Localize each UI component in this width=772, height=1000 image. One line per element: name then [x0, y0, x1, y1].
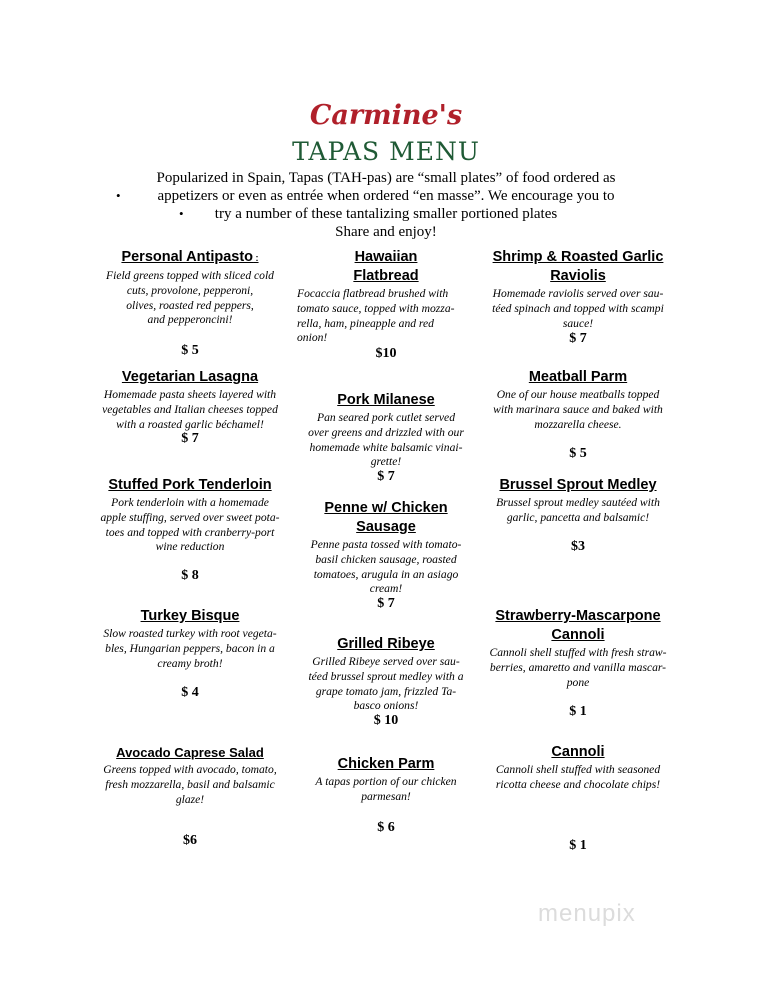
item-name: Chicken Parm — [337, 756, 435, 772]
menu-item — [483, 476, 673, 526]
bullet-icon: • — [116, 188, 121, 203]
item-name: Hawaiian Flatbread — [353, 249, 419, 284]
item-price: $ 6 — [377, 820, 395, 835]
item-name: Brussel Sprout Medley — [499, 477, 657, 493]
item-name: Meatball Parm — [528, 369, 628, 385]
item-price: $ 1 — [569, 838, 587, 853]
item-price: $ 7 — [377, 469, 395, 484]
item-description: A tapas portion of our chicken parmesan! — [315, 775, 457, 803]
item-description: Focaccia flatbread brushed with tomato sauce, topped with mozza- rella, ham, pineapple and red onion! — [297, 287, 455, 345]
bullet-icon: • — [179, 206, 184, 221]
item-name: Cannoli — [551, 744, 605, 760]
item-name: Turkey Bisque — [140, 608, 240, 624]
item-description: Greens topped with avocado, tomato, fresh mozzarella, basil and balsamic glaze! — [103, 763, 277, 806]
item-price: $ 10 — [373, 713, 399, 728]
menu-item — [95, 476, 285, 555]
restaurant-name: Carmine's — [309, 100, 463, 131]
item-price: $ 5 — [181, 343, 199, 358]
item-description: Slow roasted turkey with root vegeta- bles, Hungarian peppers, bacon in a creamy broth! — [103, 627, 277, 670]
item-name: Pork Milanese — [337, 392, 435, 408]
menu-item — [483, 368, 673, 432]
item-name: Stuffed Pork Tenderloin — [108, 477, 272, 493]
menu-item — [291, 248, 481, 346]
menu-item — [95, 368, 285, 432]
intro-text — [0, 169, 772, 241]
menu-item — [95, 248, 285, 328]
intro-line: • appetizers or even as entrée when ordered “en masse”. We encourage you to — [116, 188, 615, 204]
menu-item — [291, 499, 481, 597]
item-description: Grilled Ribeye served over sau- téed brussel sprout medley with a grape tomato jam, frizzled Ta- basco onions! — [308, 655, 464, 713]
menu-item — [95, 607, 285, 671]
menu-item — [483, 607, 673, 690]
intro-line: • try a number of these tantalizing smaller portioned plates — [179, 206, 558, 222]
menu-item — [291, 391, 481, 470]
watermark-logo: menupix — [538, 900, 636, 927]
item-price: $ 7 — [377, 596, 395, 611]
item-description: Homemade pasta sheets layered with vegetables and Italian cheeses topped with a roasted garlic béchamel! — [102, 388, 278, 431]
item-price: $ 5 — [569, 446, 587, 461]
item-description: Penne pasta tossed with tomato- basil chicken sausage, roasted tomatoes, arugula in an asiago cream! — [310, 538, 462, 596]
item-price: $ 1 — [569, 704, 587, 719]
menu-item — [483, 743, 673, 793]
item-description: Pan seared pork cutlet served over greens and drizzled with our homemade white balsamic vinai- grette! — [308, 411, 464, 469]
item-name: Grilled Ribeye — [337, 636, 435, 652]
menu-title: TAPAS MENU — [292, 137, 480, 166]
item-price: $10 — [375, 346, 397, 361]
item-description: One of our house meatballs topped with marinara sauce and baked with mozzarella cheese. — [493, 388, 663, 431]
item-price: $ 7 — [569, 331, 587, 346]
item-description: Homemade raviolis served over sau- téed spinach and topped with scampi sauce! — [492, 287, 664, 330]
menu-item — [291, 635, 481, 714]
item-name: Strawberry-Mascarpone Cannoli — [495, 608, 661, 643]
item-price: $3 — [571, 539, 585, 554]
item-name: Vegetarian Lasagna — [121, 369, 259, 385]
item-description: Cannoli shell stuffed with fresh straw- berries, amaretto and vanilla mascar- pone — [489, 646, 667, 689]
item-price: $ 7 — [181, 431, 199, 446]
item-description: Pork tenderloin with a homemade apple stuffing, served over sweet pota- toes and topped with cranberry-port wine reduction — [100, 496, 280, 554]
item-name: Personal Antipasto : — [121, 249, 259, 265]
item-price: $ 4 — [181, 685, 199, 700]
intro-line: Share and enjoy! — [335, 224, 437, 240]
item-name: Avocado Caprese Salad — [116, 745, 264, 760]
menu-item — [483, 248, 673, 331]
menu-item — [291, 755, 481, 805]
item-description: Field greens topped with sliced cold cuts, provolone, pepperoni, olives, roasted red peppers, and pepperoncini! — [106, 269, 274, 327]
item-description: Cannoli shell stuffed with seasoned ricotta cheese and chocolate chips! — [495, 763, 661, 791]
item-name: Penne w/ Chicken Sausage — [324, 500, 448, 535]
item-description: Brussel sprout medley sautéed with garlic, pancetta and balsamic! — [496, 496, 660, 524]
item-price: $6 — [183, 833, 197, 848]
item-name: Shrimp & Roasted Garlic Raviolis — [492, 249, 664, 284]
intro-line: Popularized in Spain, Tapas (TAH-pas) are “small plates” of food ordered as — [156, 170, 616, 186]
item-price: $ 8 — [181, 568, 199, 583]
menu-item — [95, 743, 285, 807]
